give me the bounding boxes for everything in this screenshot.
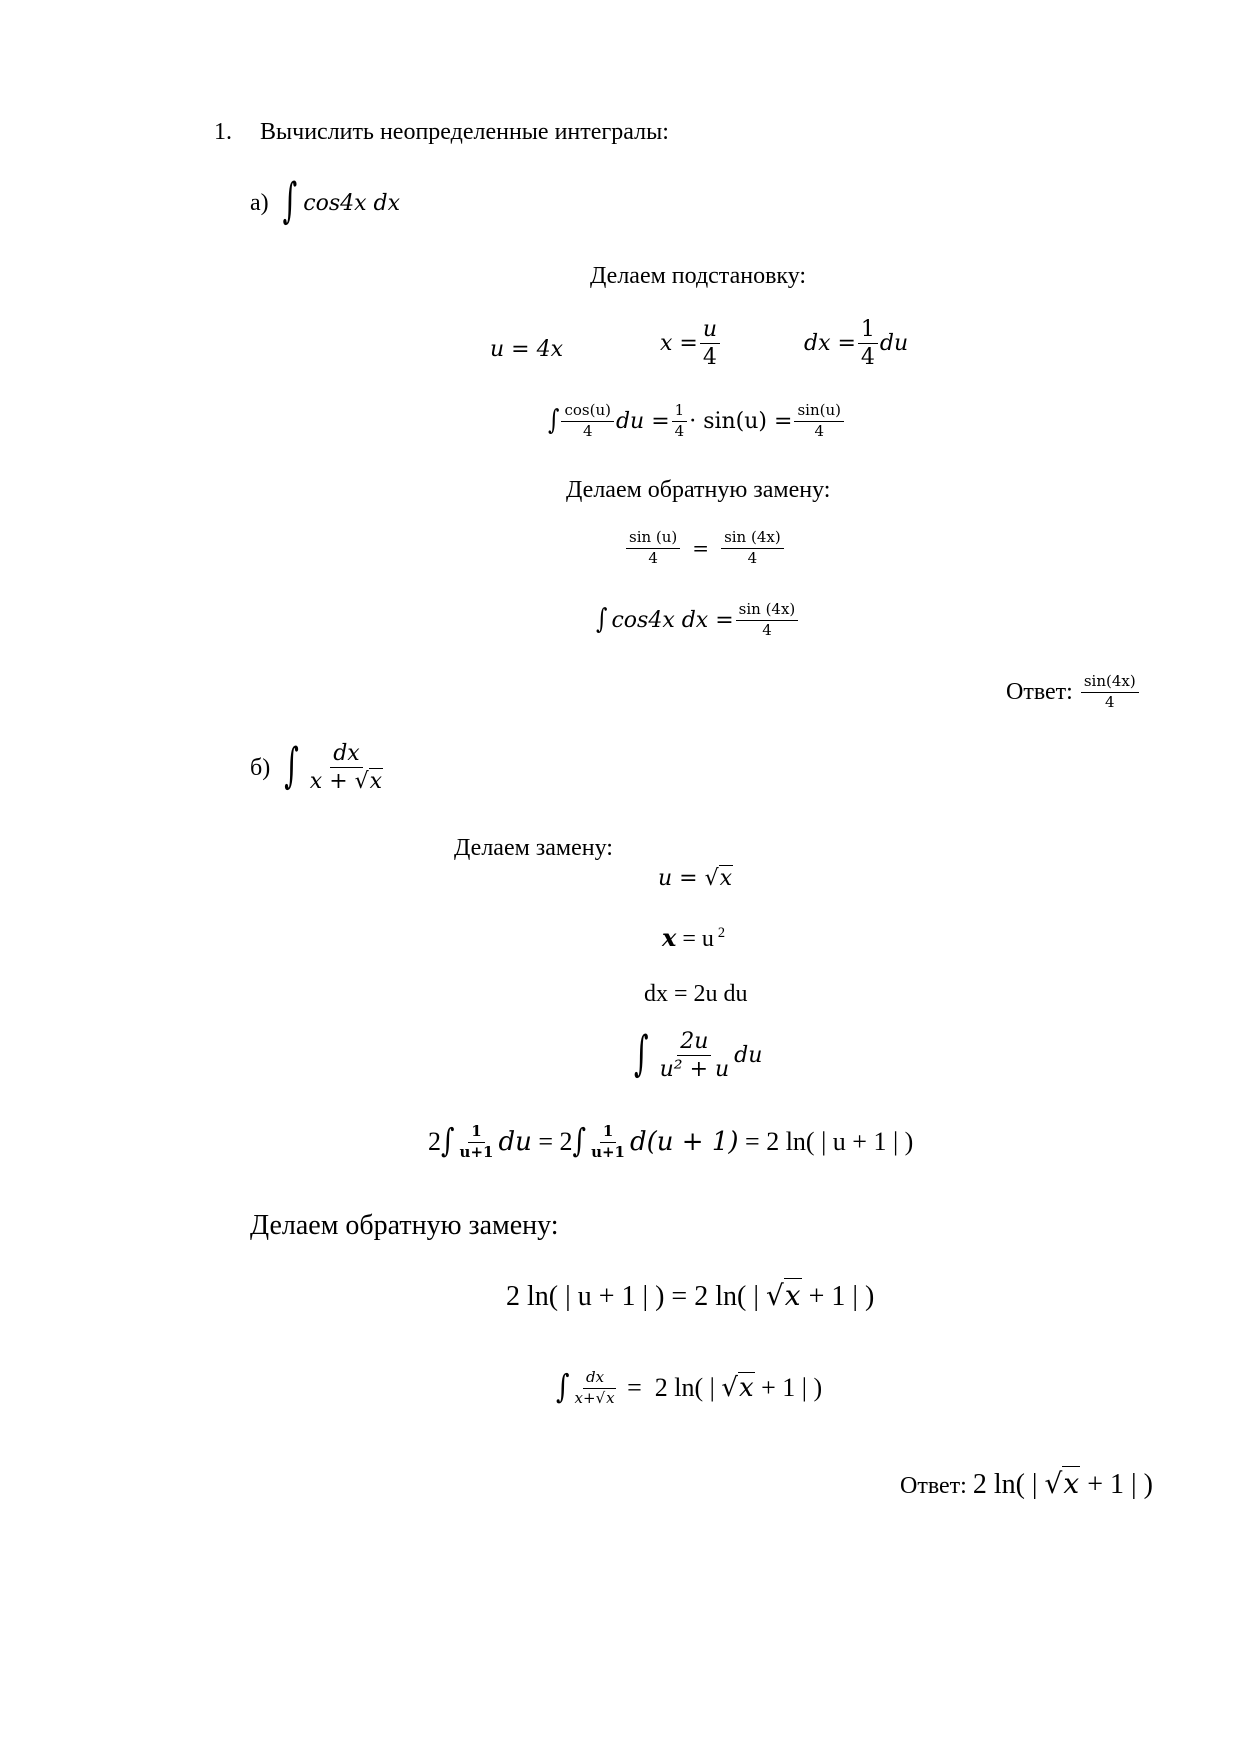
int-den-a: x + bbox=[309, 769, 348, 795]
step1-f3-den: 4 bbox=[814, 421, 824, 440]
part-b-integral-2 bbox=[634, 1024, 763, 1083]
part-a-sub-dx bbox=[804, 318, 908, 369]
back-f2-den: 4 bbox=[747, 548, 758, 567]
step1-fraction-2 bbox=[672, 403, 688, 440]
back-fraction-2 bbox=[721, 530, 784, 567]
final-b-den-rad: x bbox=[606, 1388, 615, 1407]
int-den bbox=[307, 768, 386, 793]
integral-sign: ∫ bbox=[596, 604, 608, 636]
integral-sign: ∫ bbox=[282, 172, 298, 229]
final-b-den bbox=[572, 1389, 619, 1407]
part-b-sub-dx: dx = 2u du bbox=[644, 981, 748, 1007]
step1-f1-num: cos(u) bbox=[561, 403, 614, 422]
final-fraction bbox=[736, 602, 799, 639]
step-mid2: d(u + 1) bbox=[630, 1127, 739, 1158]
part-a-sub-x bbox=[660, 318, 722, 369]
part-b-final bbox=[556, 1370, 822, 1407]
task-heading bbox=[214, 120, 669, 144]
int-den-rad: x bbox=[369, 769, 383, 795]
back-tail: + 1 | ) bbox=[801, 1281, 875, 1312]
final-b-rad: x bbox=[738, 1373, 754, 1404]
integral-sign: ∫ bbox=[441, 1122, 455, 1161]
part-b-label: б) bbox=[250, 754, 271, 781]
part-b-step bbox=[428, 1124, 913, 1161]
part-b-integrand-fraction bbox=[307, 742, 386, 793]
part-b-sub-x bbox=[662, 923, 726, 952]
answer-b-lhs: 2 ln( | bbox=[972, 1469, 1045, 1500]
integral-sign: ∫ bbox=[634, 1024, 649, 1081]
sub-dx-den: 4 bbox=[860, 345, 875, 371]
part-b-sub-u bbox=[658, 866, 733, 891]
sqrt: √x bbox=[721, 1373, 754, 1404]
step-fraction-2 bbox=[588, 1124, 628, 1161]
sub-dx-rhs: du bbox=[879, 331, 909, 357]
final-b-den-a: x+ bbox=[574, 1388, 596, 1407]
step1-f2-num: 1 bbox=[672, 403, 688, 422]
step-coef1: 2 bbox=[428, 1127, 441, 1157]
sqrt: √x bbox=[1044, 1467, 1080, 1500]
sqrt: √x bbox=[765, 1279, 801, 1312]
integral-sign: ∫ bbox=[572, 1122, 587, 1161]
int2-num: 2u bbox=[677, 1030, 711, 1056]
int-num: dx bbox=[330, 742, 363, 768]
part-a-sub-u: u = 4x bbox=[490, 337, 563, 362]
int2-fraction bbox=[657, 1030, 733, 1081]
step-f1-num: 1 bbox=[468, 1124, 484, 1143]
part-b-back-heading: Делаем обратную замену: bbox=[250, 1210, 559, 1241]
answer-den: 4 bbox=[1104, 692, 1115, 711]
answer-label: Ответ: bbox=[1006, 679, 1073, 706]
step-tail: = 2 ln( | u + 1 | ) bbox=[738, 1127, 914, 1157]
step-f2-den: u+1 bbox=[591, 1142, 625, 1161]
step1-fraction-1 bbox=[561, 403, 614, 440]
final-b-eq: = 2 ln( | bbox=[620, 1373, 722, 1403]
step-eq1: = 2 bbox=[531, 1127, 573, 1157]
step-f1-den: u+1 bbox=[459, 1142, 494, 1161]
back-f1-num: sin (u) bbox=[626, 530, 680, 549]
part-a-back-eq bbox=[624, 530, 786, 567]
int2-den: u² + u bbox=[659, 1057, 730, 1083]
sub-dx-lhs: dx = bbox=[804, 331, 856, 357]
part-a-header bbox=[250, 172, 400, 229]
back-fraction-1 bbox=[626, 530, 680, 567]
part-b-back-eq bbox=[506, 1279, 875, 1312]
int2-du: du bbox=[734, 1043, 763, 1069]
step1-f3-num: sin(u) bbox=[794, 403, 844, 422]
part-a-back-heading: Делаем обратную замену: bbox=[566, 477, 831, 503]
sub-x-exp: 2 bbox=[717, 925, 726, 941]
final-b-tail: + 1 | ) bbox=[754, 1373, 823, 1403]
step-mid1: du bbox=[498, 1127, 532, 1158]
answer-b-tail: + 1 | ) bbox=[1080, 1469, 1153, 1500]
sub-dx-fraction bbox=[858, 318, 878, 369]
step-f2-num: 1 bbox=[600, 1124, 616, 1143]
step1-f2-den: 4 bbox=[674, 421, 685, 440]
step-fraction-1 bbox=[457, 1124, 497, 1161]
sub-dx-num: 1 bbox=[858, 318, 878, 344]
answer-b-rad: x bbox=[1063, 1467, 1080, 1500]
part-a-label: а) bbox=[250, 190, 269, 216]
part-a-answer bbox=[1006, 674, 1141, 711]
sqrt: √x bbox=[704, 866, 733, 891]
back-f1-den: 4 bbox=[648, 548, 658, 567]
integral-sign: ∫ bbox=[556, 1368, 570, 1407]
answer-fraction bbox=[1081, 674, 1139, 711]
final-b-fraction bbox=[572, 1370, 619, 1407]
part-b-header bbox=[250, 736, 388, 795]
sub-u-lhs: u = bbox=[658, 866, 698, 891]
task-number: 1. bbox=[214, 119, 232, 145]
task-heading-text: Вычислить неопределенные интегралы: bbox=[260, 119, 669, 145]
final-b-num: dx bbox=[583, 1370, 607, 1389]
step1-f1-den: 4 bbox=[582, 421, 593, 440]
part-b-answer bbox=[884, 1452, 1153, 1517]
answer-b-label: Ответ: bbox=[900, 1473, 973, 1499]
part-a-final bbox=[596, 602, 800, 639]
back-f2-num: sin (4x) bbox=[721, 530, 784, 549]
sub-u-rad: x bbox=[719, 866, 733, 891]
final-den: 4 bbox=[762, 620, 772, 639]
final-lhs: cos4x dx = bbox=[611, 607, 734, 633]
sqrt: √x bbox=[354, 769, 383, 795]
sub-x-lhs: x = bbox=[660, 331, 698, 357]
back-eq-sign: = bbox=[692, 536, 710, 561]
part-b-substitution-heading: Делаем замену: bbox=[454, 835, 613, 861]
sub-x-fraction bbox=[700, 318, 720, 369]
sqrt: √x bbox=[595, 1388, 615, 1407]
part-a-step1 bbox=[548, 403, 846, 440]
final-num: sin (4x) bbox=[736, 602, 799, 621]
back-lhs: 2 ln( | u + 1 | ) = 2 ln( | bbox=[506, 1281, 766, 1312]
step1-mid: du = bbox=[615, 408, 670, 434]
answer-num: sin(4x) bbox=[1081, 674, 1139, 693]
integral-sign: ∫ bbox=[284, 736, 299, 793]
sub-x-num: u bbox=[700, 318, 720, 344]
step1-mid2: · sin(u) = bbox=[689, 408, 793, 434]
part-a-substitution-heading: Делаем подстановку: bbox=[590, 263, 807, 289]
sub-x-rhs: = u bbox=[676, 926, 714, 952]
step1-fraction-3 bbox=[794, 403, 844, 440]
part-a-integrand: cos4x dx bbox=[303, 190, 400, 216]
sub-x-var: x bbox=[662, 923, 677, 952]
integral-sign: ∫ bbox=[548, 405, 560, 437]
back-rad: x bbox=[784, 1279, 801, 1312]
sub-x-den: 4 bbox=[702, 345, 717, 371]
